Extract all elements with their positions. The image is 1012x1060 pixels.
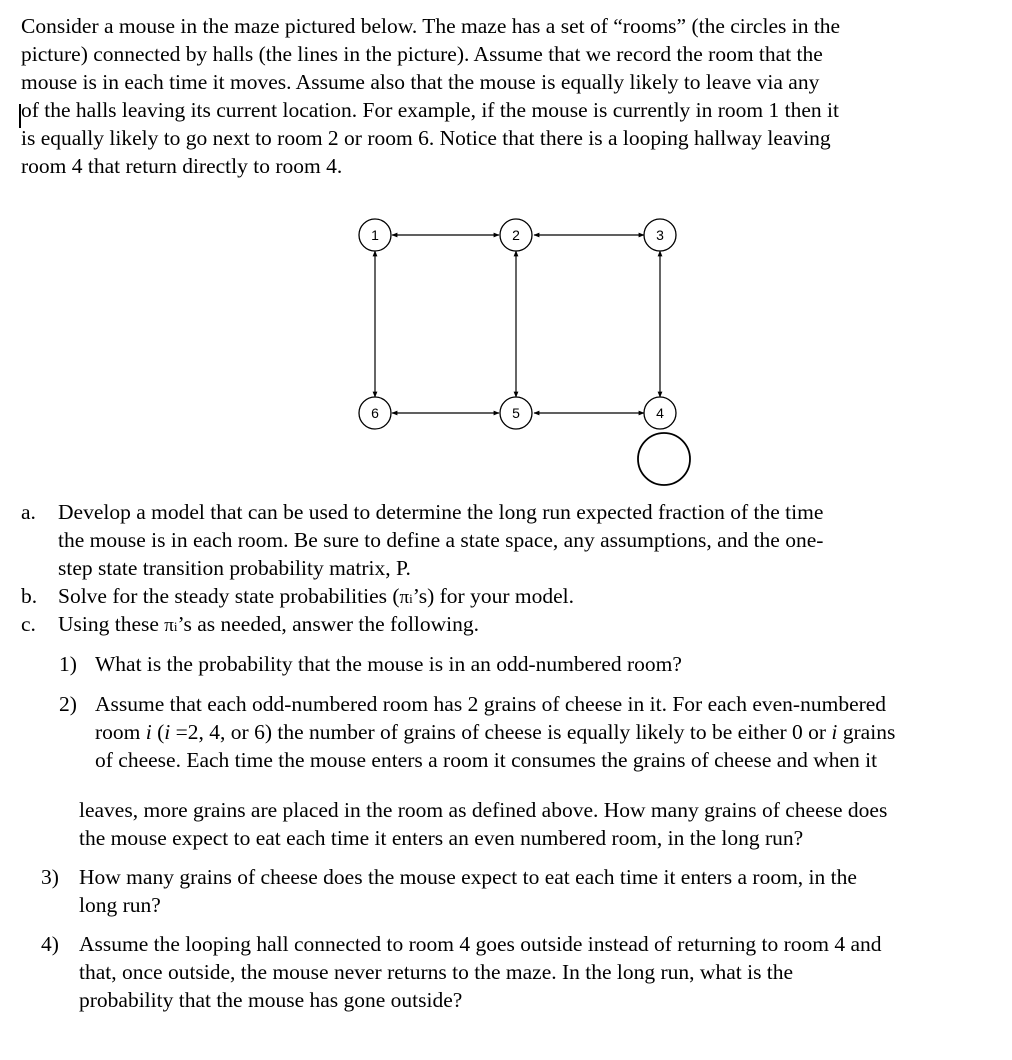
q1-marker: 1): [59, 652, 77, 676]
q4-line: that, once outside, the mouse never returns to the maze. In the long run, what is the: [79, 960, 794, 984]
room-3: [644, 219, 676, 251]
part-c-marker: c.: [21, 612, 36, 636]
loop-hall-4: [638, 433, 690, 485]
room-label: 2: [512, 227, 520, 243]
q2-line: [95, 718, 895, 746]
room-label: 6: [371, 405, 379, 421]
room-label: 1: [371, 227, 379, 243]
q2-line: Assume that each odd-numbered room has 2 grains of cheese in it. For each even-numbered: [95, 692, 887, 716]
intro-line: of the halls leaving its current location. For example, if the mouse is currently in room 1 then it: [21, 98, 839, 122]
part-a-line: step state transition probability matrix, P.: [58, 556, 411, 580]
part-b-before: Solve for the steady state probabilities (: [58, 584, 400, 608]
q4-marker: 4): [41, 932, 59, 956]
pi-subscript: i: [409, 591, 413, 606]
room-2: [500, 219, 532, 251]
intro-line: Consider a mouse in the maze pictured below. The maze has a set of “rooms” (the circles in the: [21, 14, 841, 38]
part-c-text: [58, 610, 479, 641]
intro-line: is equally likely to go next to room 2 or room 6. Notice that there is a looping hallway leaving: [21, 126, 831, 150]
room-1: [359, 219, 391, 251]
part-c-after: ’s as needed, answer the following.: [177, 612, 480, 636]
q3-line: How many grains of cheese does the mouse expect to eat each time it enters a room, in the: [79, 865, 857, 889]
part-b-marker: b.: [21, 584, 38, 608]
intro-line: room 4 that return directly to room 4.: [21, 154, 343, 178]
pi-subscript: i: [173, 619, 178, 634]
part-b-text: [58, 582, 574, 613]
intro-line: mouse is in each time it moves. Assume also that the mouse is equally likely to leave via any: [21, 70, 820, 94]
pi-symbol: π: [164, 615, 174, 636]
q2-text-part: (: [151, 720, 165, 744]
part-a-line: Develop a model that can be used to determine the long run expected fraction of the time: [58, 500, 824, 524]
q2-text-part: grains: [837, 720, 896, 744]
room-label: 3: [656, 227, 664, 243]
pi-symbol: π: [399, 587, 410, 608]
q2-italic-i: i: [164, 720, 171, 744]
part-c-before: Using these: [58, 612, 165, 636]
part-b-after: ’s) for your model.: [412, 584, 574, 608]
q2-line: the mouse expect to eat each time it enters an even numbered room, in the long run?: [79, 826, 804, 850]
part-a-line: the mouse is in each room. Be sure to define a state space, any assumptions, and the one-: [58, 528, 824, 552]
q1-text: What is the probability that the mouse is in an odd-numbered room?: [95, 652, 682, 676]
q2-text-part: room: [95, 720, 146, 744]
part-a-marker: a.: [21, 500, 36, 524]
intro-line: picture) connected by halls (the lines in the picture). Assume that we record the room that the: [21, 42, 823, 66]
room-label: 4: [656, 405, 664, 421]
q2-marker: 2): [59, 692, 77, 716]
room-4: [644, 397, 676, 429]
q4-line: Assume the looping hall connected to room 4 goes outside instead of returning to room 4 and: [79, 932, 882, 956]
room-6: [359, 397, 391, 429]
q3-line: long run?: [79, 893, 161, 917]
q2-italic-i: i: [145, 720, 152, 744]
q4-line: probability that the mouse has gone outside?: [79, 988, 463, 1012]
q2-italic-i: i: [831, 720, 838, 744]
q3-marker: 3): [41, 865, 59, 889]
room-label: 5: [512, 405, 520, 421]
room-5: [500, 397, 532, 429]
q2-line: of cheese. Each time the mouse enters a room it consumes the grains of cheese and when it: [95, 748, 878, 772]
maze-diagram: [0, 0, 1012, 500]
q2-line: leaves, more grains are placed in the room as defined above. How many grains of cheese does: [79, 798, 888, 822]
q2-text-part: =2, 4, or 6) the number of grains of cheese is equally likely to be either 0 or: [170, 720, 832, 744]
